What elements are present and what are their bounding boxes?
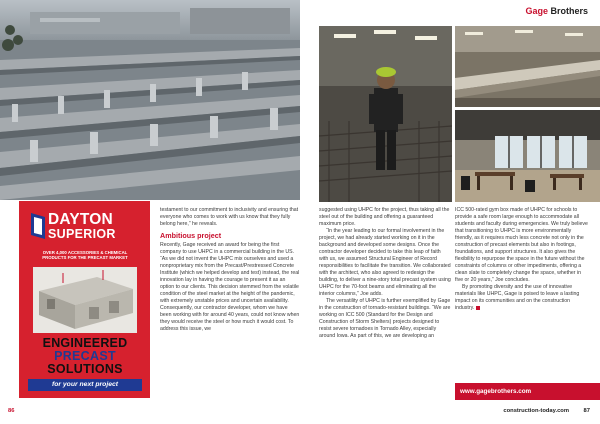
article-column-1 bbox=[160, 207, 300, 333]
page-number-right: 87 bbox=[583, 408, 590, 414]
section-heading: Ambitious project bbox=[160, 231, 222, 240]
worker-photo bbox=[319, 26, 452, 202]
precast-product-image bbox=[33, 267, 137, 333]
dayton-superior-logo bbox=[31, 211, 140, 247]
dayton-superior-ad[interactable] bbox=[19, 201, 150, 398]
ad-tagline-line1: OVER 4,000 ACCESSORIES & CHEMICAL bbox=[42, 250, 128, 255]
brand-header bbox=[525, 6, 588, 16]
col2-paragraph-3: The versatility of UHPC is further exemplified by Gage in the construction of tornado-resistant buildings. “We are working on ICC 500 (Standard for the Design and Construction of Storm Shelters) projects designed to resist severe tornadoes in Tornado Alley, especially around Iowa. As part of this, we are developing an bbox=[319, 298, 451, 339]
page-number-left: 86 bbox=[8, 408, 15, 414]
col3-paragraph-2: By promoting diversity and the use of innovative materials like UHPC, Gage is poised to leave a lasting impact on its communities and on the construction industry. bbox=[455, 284, 580, 311]
brand-first-word: Gage bbox=[525, 6, 548, 16]
precast-yard-photo bbox=[0, 0, 300, 200]
col1-paragraph-1: testament to our commitment to inclusivity and ensuring that everyone who comes to work with us know that they fully belong here,” he reveals. bbox=[160, 207, 299, 227]
ad-headline-line2: PRECAST bbox=[54, 349, 116, 363]
brand-last-word: Brothers bbox=[550, 6, 588, 16]
ad-tagline-line2: PRODUCTS FOR THE PRECAST MARKET bbox=[42, 255, 128, 261]
col2-paragraph-1: suggested using UHPC for the project, thus taking all the steel out of the building and offering a guaranteed maximum price. bbox=[319, 207, 450, 227]
col2-paragraph-2: “In the year leading to our formal involvement in the project, we had already started working on it in the background and developed some designs. Once the contractor developer decided to take this leap of faith with us, we assumed Structural Engineer of Record responsibilities to facilitate the transition. We collaborated with the architect, who also agreed to redesign the building, to deliver a nine-story total precast system using UHPC for the 70-foot beams and eliminating all the interior columns,” Joe adds. bbox=[319, 228, 451, 297]
col1-paragraph-2: Recently, Gage received an award for being the first company to use UHPC in a commercial building in the US. “As we did not invent the UHPC mix ourselves and used a nonproprietary mix from the Precast/Prestressed Concrete Institute (which we helped develop and test) instead, the real innovation lay in having the courage to present it as an option to our clients. This decision stemmed from the volatile condition of the steel market at the height of the pandemic, with extremely unstable prices and uncertain availability. Consequently, our contractor developer, whom we have been working with for around 40 years, could not know when they would receive the steel or how much it would cost. To address this issue, we bbox=[160, 242, 300, 332]
publication-site: construction-today.com bbox=[503, 408, 569, 414]
beam-photo bbox=[455, 26, 600, 107]
col3-paragraph-1: ICC 500-rated gym box made of UHPC for schools to provide a safe room large enough to accommodate all students and faculty during emergencies. We truly believe that transitioning to UHPC is more environmentally friendly, as it requires much less concrete not only in the construction of precast elements but also in footings, foundations, and support structures. It also gives the flexibility to repurpose the space in the future without the constraints of columns or other impediments, offering a clean slate to completely change the space, whether in five or 20 years,” Joe concludes. bbox=[455, 207, 588, 283]
logo-line2: SUPERIOR bbox=[48, 227, 116, 241]
article-column-3 bbox=[455, 207, 588, 312]
logo-mark-icon bbox=[31, 213, 45, 239]
gym-photo bbox=[455, 110, 600, 202]
ad-tagline bbox=[27, 250, 143, 260]
ad-headline-line3: SOLUTIONS bbox=[47, 362, 123, 376]
ad-banner: for your next project bbox=[28, 379, 142, 391]
company-url-link[interactable]: www.gagebrothers.com bbox=[455, 383, 600, 400]
logo-line1: DAYTON bbox=[48, 211, 113, 228]
ad-headline-line1: ENGINEERED bbox=[42, 336, 128, 350]
article-column-2 bbox=[319, 207, 451, 340]
end-of-article-square-icon bbox=[476, 306, 480, 310]
